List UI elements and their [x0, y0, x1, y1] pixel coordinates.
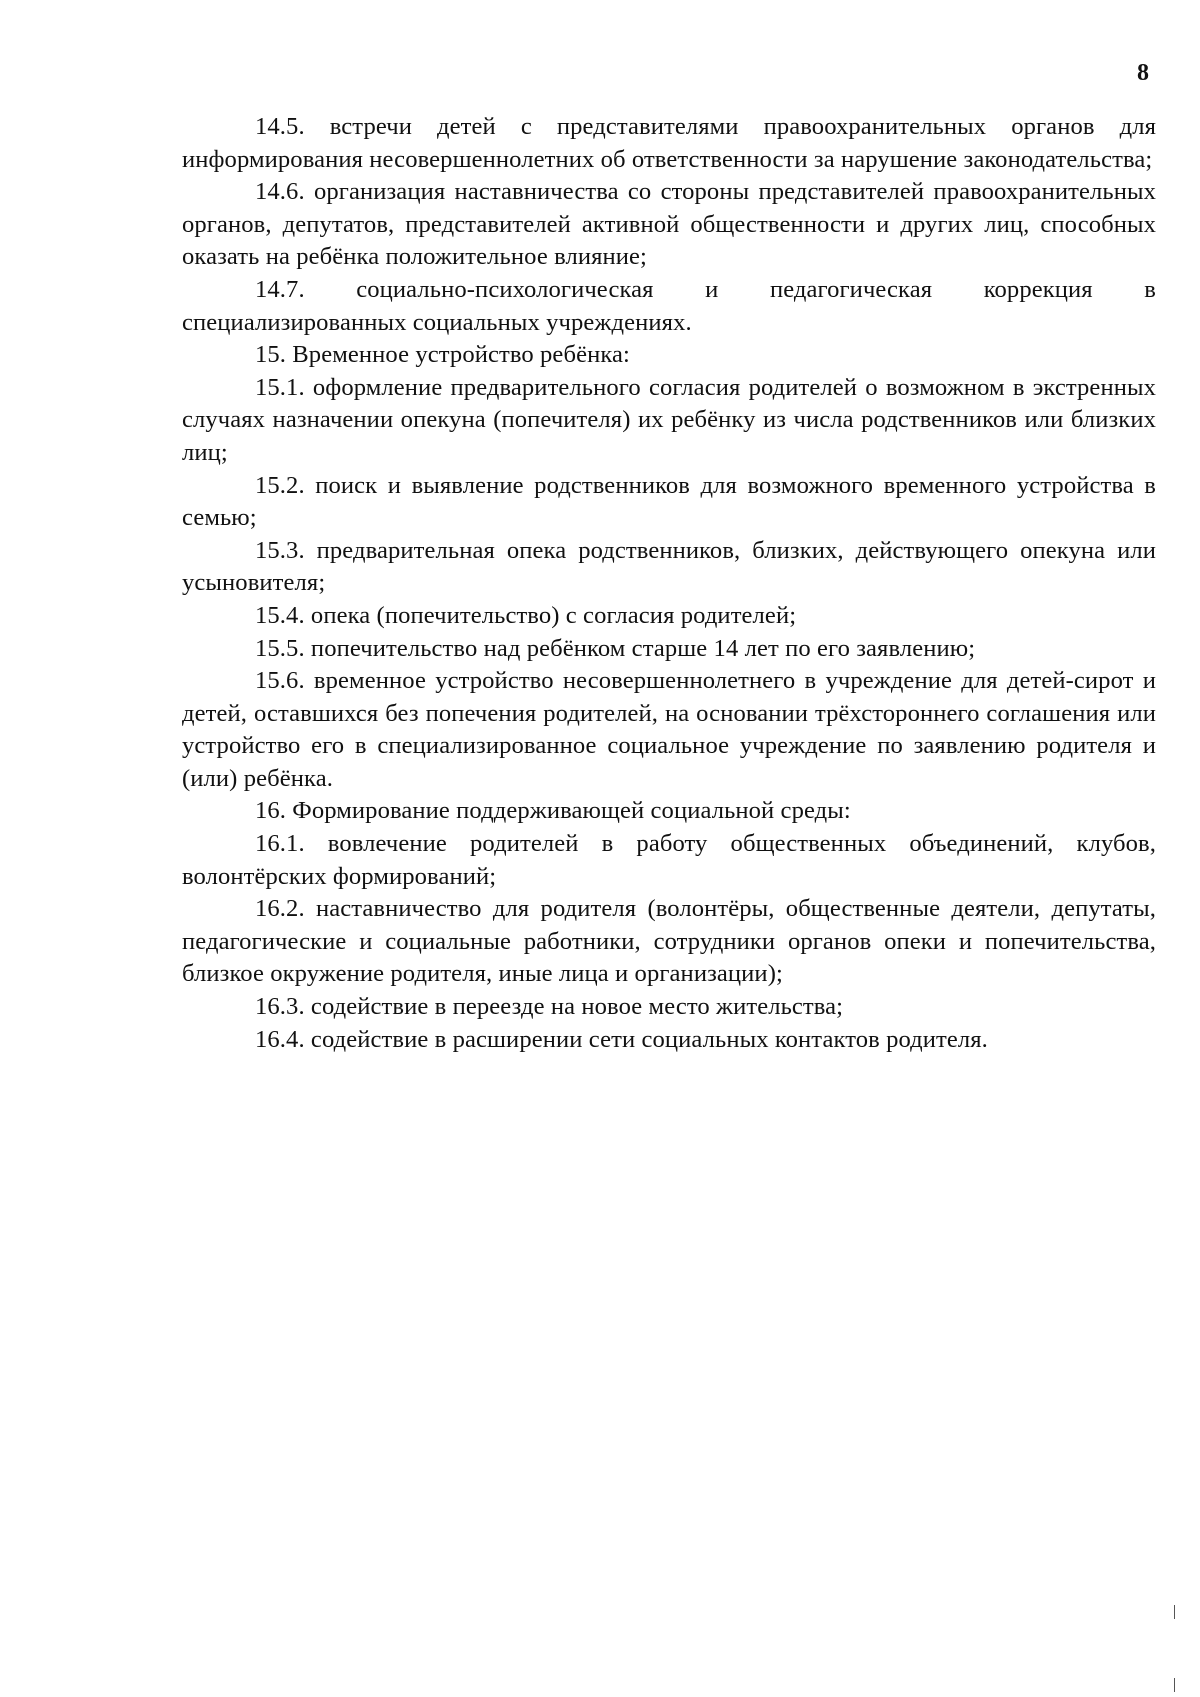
page-number: 8: [1137, 60, 1149, 86]
paragraph-15-5: 15.5. попечительство над ребёнком старше 14 лет по его заявлению;: [255, 634, 976, 662]
paragraph-15-3: 15.3. предварительная опека родственников, близких, действующего опекуна или усыновителя;: [182, 536, 1156, 597]
paragraph-16-2: 16.2. наставничество для родителя (волонтёры, общественные деятели, депутаты, педагогические и социальные работники, сотрудники органов опеки и попечительства, близкое окружение родителя, иные лица и организации);: [182, 895, 1156, 988]
paragraph-16-3: 16.3. содействие в переезде на новое место жительства;: [255, 993, 844, 1021]
paragraph-15-4: 15.4. опека (попечительство) с согласия родителей;: [255, 601, 797, 629]
paragraph-14-7: 14.7. социально-психологическая и педагогическая коррекция в специализированных социальных учреждениях.: [182, 275, 1156, 336]
paragraph-14-6: 14.6. организация наставничества со стороны представителей правоохранительных органов, депутатов, представителей активной общественности и других лиц, способных оказать на ребёнка положительное влияние;: [182, 178, 1156, 271]
paragraph-15-2: 15.2. поиск и выявление родственников для возможного временного устройства в семью;: [182, 471, 1156, 532]
section-heading-15: 15. Временное устройство ребёнка:: [255, 341, 630, 369]
document-body: [182, 111, 1156, 1056]
paragraph-15-1: 15.1. оформление предварительного согласия родителей о возможном в экстренных случаях назначении опекуна (попечителя) их ребёнку из числа родственников или близких лиц;: [182, 373, 1156, 466]
paragraph-16-4: 16.4. содействие в расширении сети социальных контактов родителя.: [255, 1025, 988, 1053]
paragraph-15-6: 15.6. временное устройство несовершеннолетнего в учреждение для детей-сирот и детей, оставшихся без попечения родителей, на основании трёхстороннего соглашения или устройство его в специализированное социальное учреждение по заявлению родителя и (или) ребёнка.: [182, 667, 1156, 792]
paragraph-16-1: 16.1. вовлечение родителей в работу общественных объединений, клубов, волонтёрских формирований;: [182, 830, 1156, 890]
paragraph-14-5: 14.5. встречи детей с представителями правоохранительных органов для информирования несовершеннолетних об ответственности за нарушение законодательства;: [182, 113, 1156, 173]
section-heading-16: 16. Формирование поддерживающей социальной среды:: [255, 797, 851, 825]
scan-edge-mark: [1174, 1605, 1175, 1619]
scan-edge-mark: [1174, 1678, 1175, 1692]
